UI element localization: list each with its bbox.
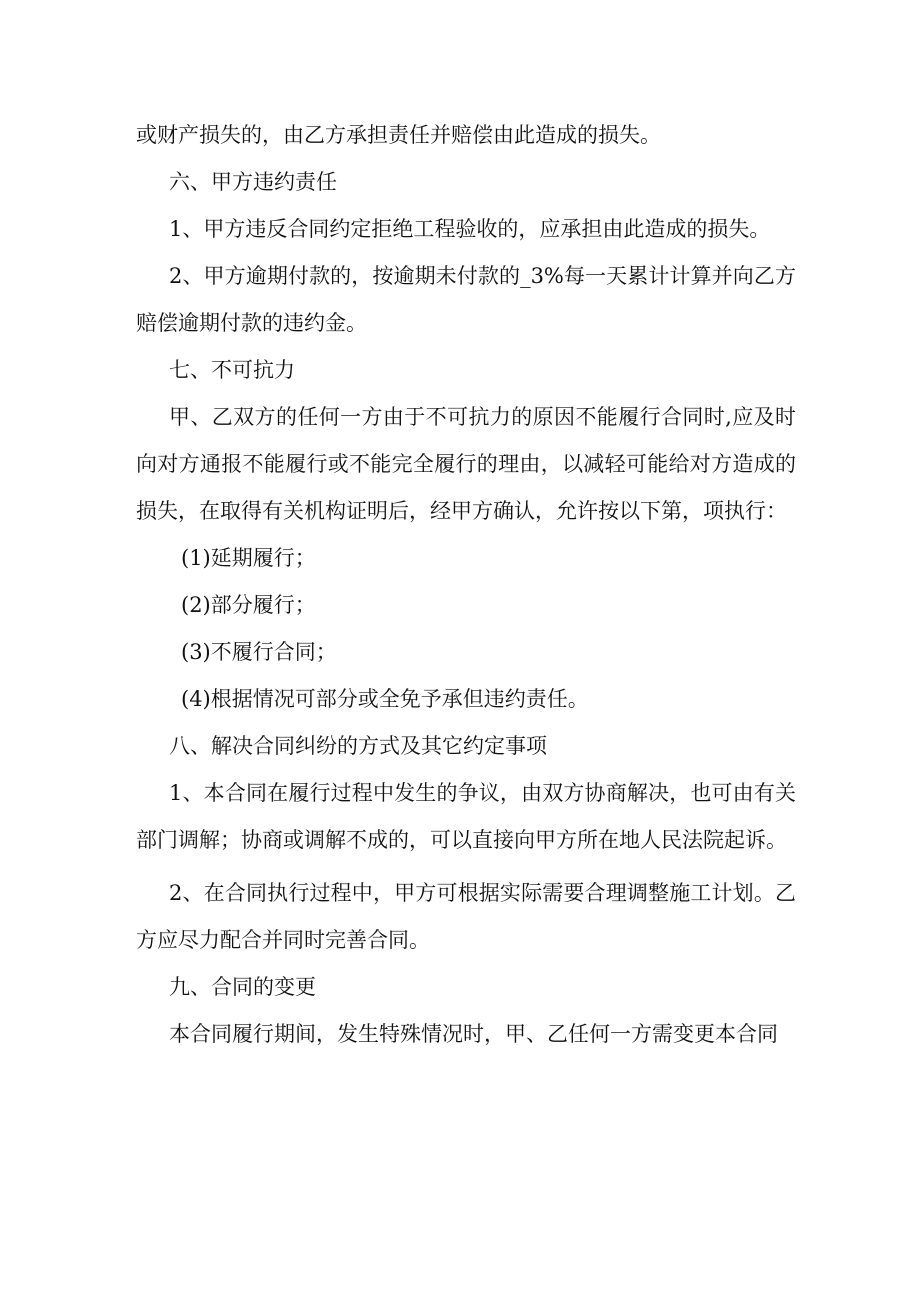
heading-contract-change: 九、合同的变更 [169, 975, 316, 999]
paragraph-plan-adjustment: 2、在合同执行过程中，甲方可根据实际需要合理调整施工计划。乙方应尽力配合并同时完善合同。 [136, 881, 796, 952]
heading-force-majeure: 七、不可抗力 [169, 358, 295, 382]
document-body [136, 112, 796, 1058]
paragraph-acceptance-refusal: 1、甲方违反合同约定拒绝工程验收的，应承担由此造成的损失。 [169, 217, 771, 241]
list-item-non-performance: (3)不履行合同； [181, 640, 337, 664]
paragraph-force-majeure: 甲、乙双方的任何一方由于不可抗力的原因不能履行合同时,应及时向对方通报不能履行或不能完全履行的理由，以减轻可能给对方造成的损失，在取得有关机构证明后，经甲方确认，允许按以下第，项执行： [136, 405, 796, 523]
paragraph-loss-liability-end: 或财产损失的，由乙方承担责任并赔偿由此造成的损失。 [136, 123, 661, 147]
heading-dispute-resolution: 八、解决合同纠纷的方式及其它约定事项 [169, 734, 547, 758]
list-item-delay: (1)延期履行； [181, 546, 316, 570]
heading-party-a-breach: 六、甲方违约责任 [169, 170, 337, 194]
list-item-exemption: (4)根据情况可部分或全免予承但违约责任。 [181, 687, 589, 711]
list-item-partial: (2)部分履行； [181, 593, 316, 617]
paragraph-dispute-negotiation: 1、本合同在履行过程中发生的争议，由双方协商解决，也可由有关部门调解；协商或调解不成的，可以直接向甲方所在地人民法院起诉。 [136, 781, 796, 852]
paragraph-contract-change: 本合同履行期间，发生特殊情况时，甲、乙任何一方需变更本合同 [169, 1022, 778, 1046]
paragraph-late-payment: 2、甲方逾期付款的，按逾期未付款的_3%每一天累计计算并向乙方赔偿逾期付款的违约金。 [136, 264, 796, 335]
